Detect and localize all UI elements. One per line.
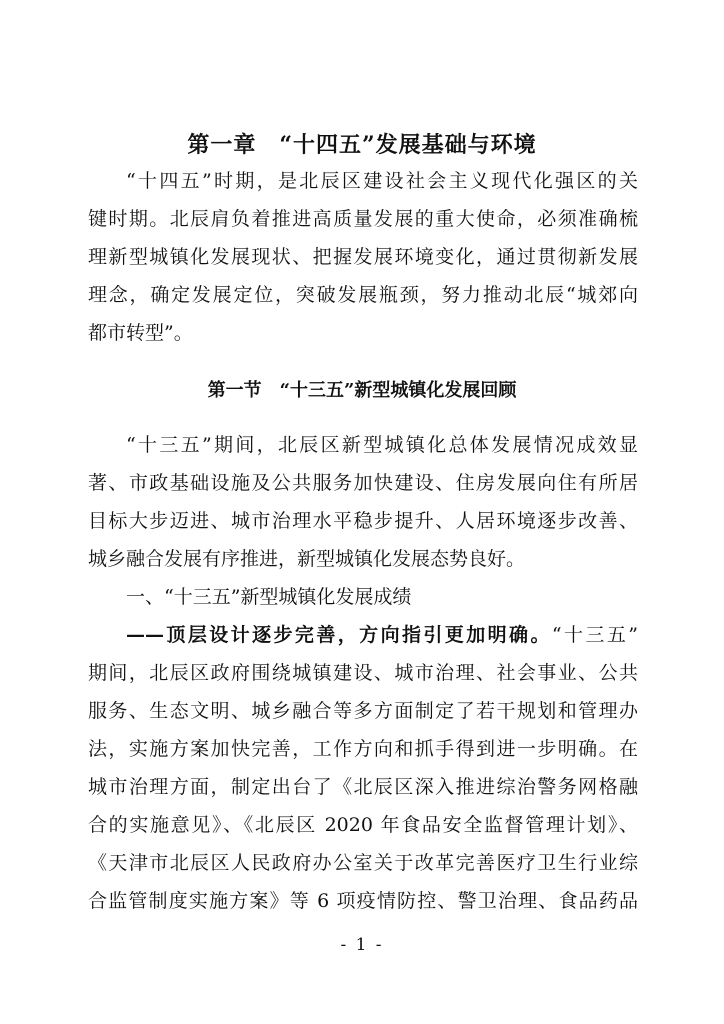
section-line-3: 目标大步迈进、城市治理水平稳步提升、人居环境逐步改善、 [88,510,638,532]
body-line-5: 合的实施意见》、《北辰区 2020 年食品安全监督管理计划》、 [88,814,638,836]
section-line-1: “十三五”期间，北辰区新型城镇化总体发展情况成效显 [126,434,638,456]
body-line-7: 合监管制度实施方案》等 6 项疫情防控、警卫治理、食品药品 [88,890,638,912]
section-line-4: 城乡融合发展有序推进，新型城镇化发展态势良好。 [88,548,526,570]
body-line-2: 服务、生态文明、城乡融合等多方面制定了若干规划和管理办 [88,700,638,722]
lead-line [88,616,638,654]
intro-paragraph [88,162,638,352]
section-line-2: 著、市政基础设施及公共服务加快建设、住房发展向住有所居 [88,472,638,494]
chapter-title: 第一章 “十四五”发展基础与环境 [187,132,537,158]
intro-line-4: 理念，确定发展定位，突破发展瓶颈，努力推动北辰“城郊向 [88,284,638,306]
intro-line-1: “十四五”时期，是北辰区建设社会主义现代化强区的关 [126,170,638,192]
body-line-1: 期间，北辰区政府围绕城镇建设、城市治理、社会事业、公共 [88,662,638,684]
lead-bold-text: ——顶层设计逐步完善，方向指引更加明确。 [126,624,552,646]
body-line-6: 《天津市北辰区人民政府办公室关于改革完善医疗卫生行业综 [88,852,638,874]
subheading: 一、“十三五”新型城镇化发展成绩 [126,586,412,608]
page-number: - 1 - [340,935,384,955]
section-title: 第一节 “十三五”新型城镇化发展回顾 [207,380,517,401]
intro-line-3: 理新型城镇化发展现状、把握发展环境变化，通过贯彻新发展 [88,246,638,268]
body-line-4: 城市治理方面，制定出台了《北辰区深入推进综治警务网格融 [88,776,638,798]
section-paragraph [88,426,638,578]
achievements-block [88,578,638,920]
intro-line-2: 键时期。北辰肩负着推进高质量发展的重大使命，必须准确梳 [88,208,638,230]
body-line-3: 法，实施方案加快完善，工作方向和抓手得到进一步明确。在 [88,738,638,760]
lead-rest-text: “十三五” [551,624,638,646]
intro-line-5: 都市转型”。 [88,322,193,344]
